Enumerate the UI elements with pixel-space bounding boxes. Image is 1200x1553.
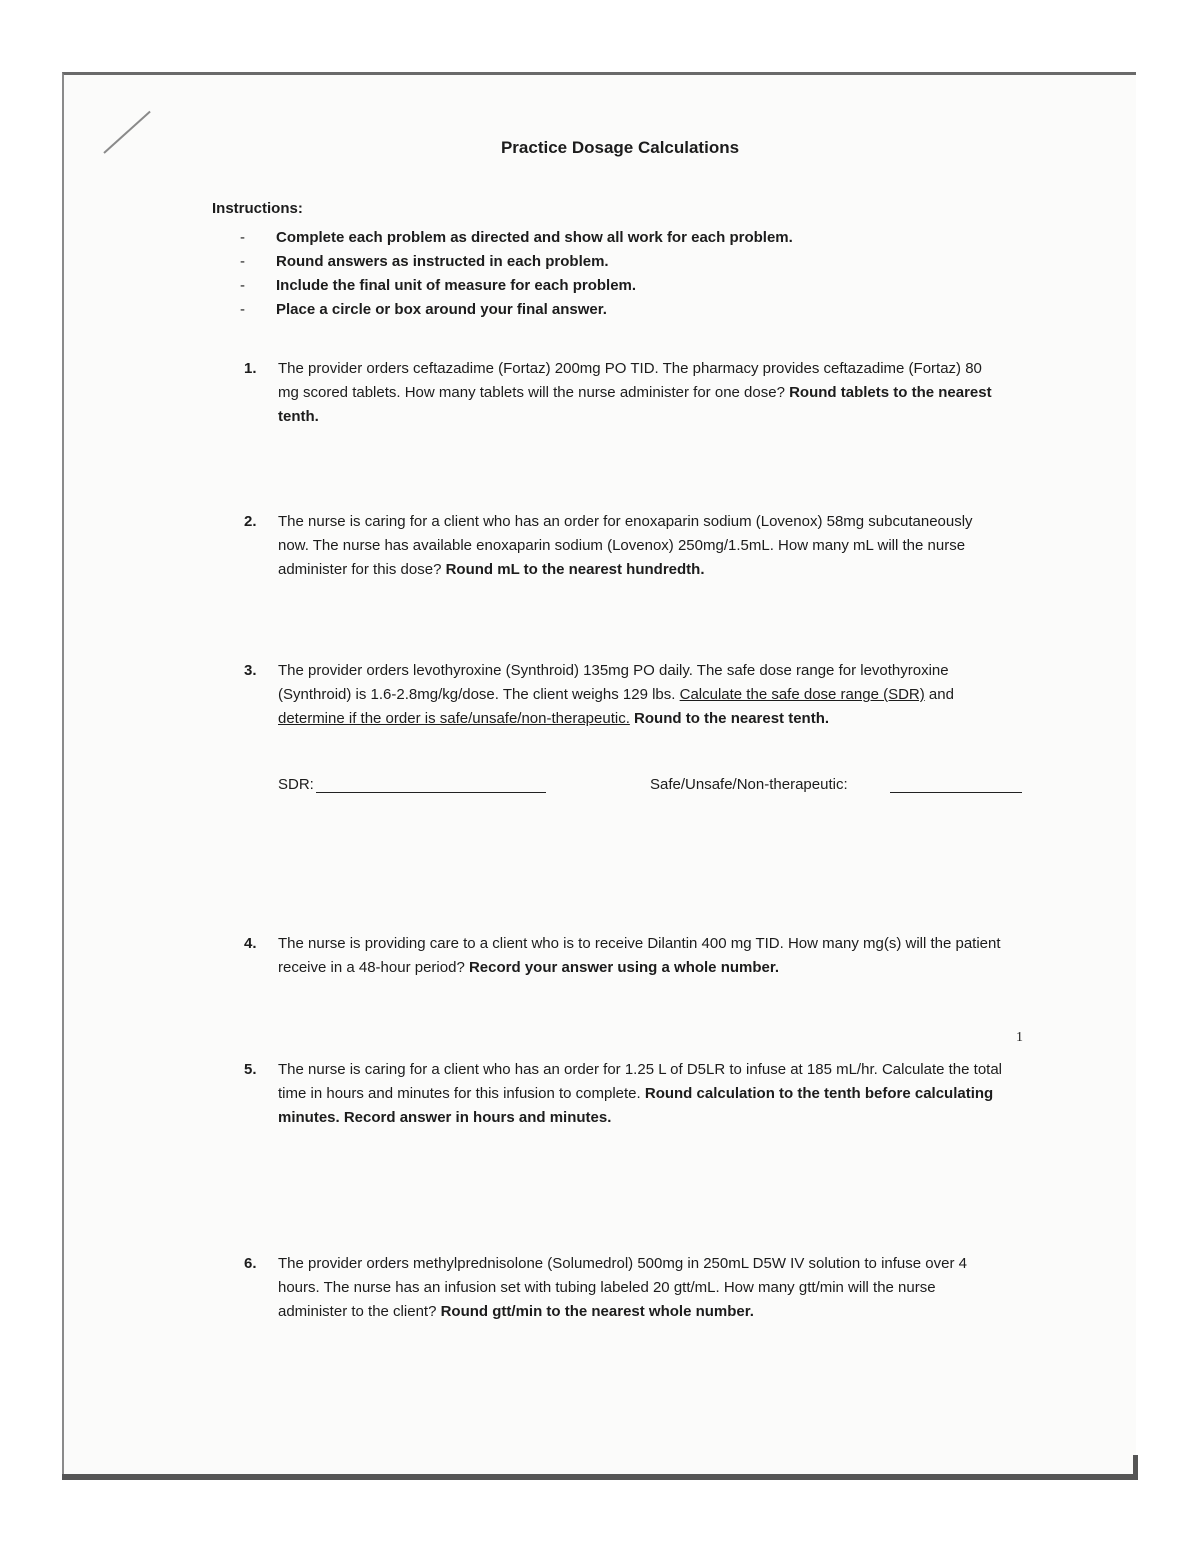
problem-text: The nurse is providing care to a client who is to receive Dilantin 400 mg TID. How many mg(s) will the patient receive in a 48-hour period? Record your answer using a whole number. — [278, 935, 1001, 976]
instruction-item: - Complete each problem as directed and show all work for each problem. — [240, 226, 793, 250]
rounding-instruction: Round calculation to the tenth before calculating minutes. Record answer in hours and minutes. — [278, 1085, 994, 1126]
problem-text: The provider orders methylprednisolone (Solumedrol) 500mg in 250mL D5W IV solution to infuse over 4 hours. The nurse has an infusion set with tubing labeled 20 gtt/mL. How many gtt/min will the nurse administer to the client? Round gtt/min to the nearest whole number. — [278, 1255, 967, 1320]
problem-5 — [244, 1058, 1004, 1130]
bullet-dash: - — [240, 253, 245, 270]
problem-2 — [244, 510, 1004, 582]
instruction-item: - Include the final unit of measure for each problem. — [240, 274, 793, 298]
underlined-instruction: determine if the order is safe/unsafe/non-therapeutic. — [278, 710, 630, 727]
problem-number: 5. — [244, 1061, 257, 1078]
problem-number: 1. — [244, 360, 257, 377]
problem-number: 2. — [244, 513, 257, 530]
rounding-instruction: Round mL to the nearest hundredth. — [445, 561, 705, 578]
instruction-item: - Round answers as instructed in each problem. — [240, 250, 793, 274]
bullet-dash: - — [240, 229, 245, 246]
problem-text: The provider orders levothyroxine (Synthroid) 135mg PO daily. The safe dose range for levothyroxine (Synthroid) is 1.6-2.8mg/kg/dose. The client weighs 129 lbs. Calculate the safe dose range (SDR) and determine if the order is safe/unsafe/non-therapeutic. Round to the nearest tenth. — [278, 662, 954, 727]
sdr-answer-line[interactable] — [316, 792, 546, 793]
rounding-instruction: Round to the nearest tenth. — [634, 710, 830, 727]
bullet-dash: - — [240, 301, 245, 318]
paper-bottom-edge — [62, 1474, 1138, 1480]
safety-answer-line[interactable] — [890, 792, 1022, 793]
safety-label: Safe/Unsafe/Non-therapeutic: — [650, 776, 848, 793]
paper-corner-edge — [1133, 1455, 1138, 1480]
instructions-heading: Instructions: — [212, 200, 303, 217]
problem-text: The provider orders ceftazadime (Fortaz) 200mg PO TID. The pharmacy provides ceftazadime (Fortaz) 80 mg scored tablets. How many tablets will the nurse administer for one dose? Round tablets to the nearest tenth. — [278, 360, 992, 425]
problem-number: 3. — [244, 662, 257, 679]
problem-text: The nurse is caring for a client who has an order for enoxaparin sodium (Lovenox) 58mg subcutaneously now. The nurse has available enoxaparin sodium (Lovenox) 250mg/1.5mL. How many mL will the nurse administer for this dose? Round mL to the nearest hundredth. — [278, 513, 973, 578]
bullet-dash: - — [240, 277, 245, 294]
problem-6 — [244, 1252, 1004, 1324]
problem-text: The nurse is caring for a client who has an order for 1.25 L of D5LR to infuse at 185 mL/hr. Calculate the total time in hours and minutes for this infusion to complete. Round calculation to the tenth before calculating minutes. Record answer in hours and minutes. — [278, 1061, 1003, 1126]
rounding-instruction: Round tablets to the nearest tenth. — [278, 384, 992, 425]
instructions-list — [240, 226, 793, 322]
problem-3 — [244, 659, 1004, 731]
problem-4 — [244, 932, 1004, 980]
rounding-instruction: Round gtt/min to the nearest whole number. — [440, 1303, 754, 1320]
sdr-label: SDR: — [278, 776, 314, 793]
problem-number: 4. — [244, 935, 257, 952]
rounding-instruction: Record your answer using a whole number. — [468, 959, 780, 976]
page-title: Practice Dosage Calculations — [500, 138, 740, 157]
instruction-item: - Place a circle or box around your final answer. — [240, 298, 793, 322]
underlined-instruction: Calculate the safe dose range (SDR) — [679, 686, 925, 703]
problem-1 — [244, 357, 1004, 429]
problem-number: 6. — [244, 1255, 257, 1272]
problem-3-answer-row — [278, 776, 1028, 800]
page-number: 1 — [1016, 1030, 1023, 1045]
